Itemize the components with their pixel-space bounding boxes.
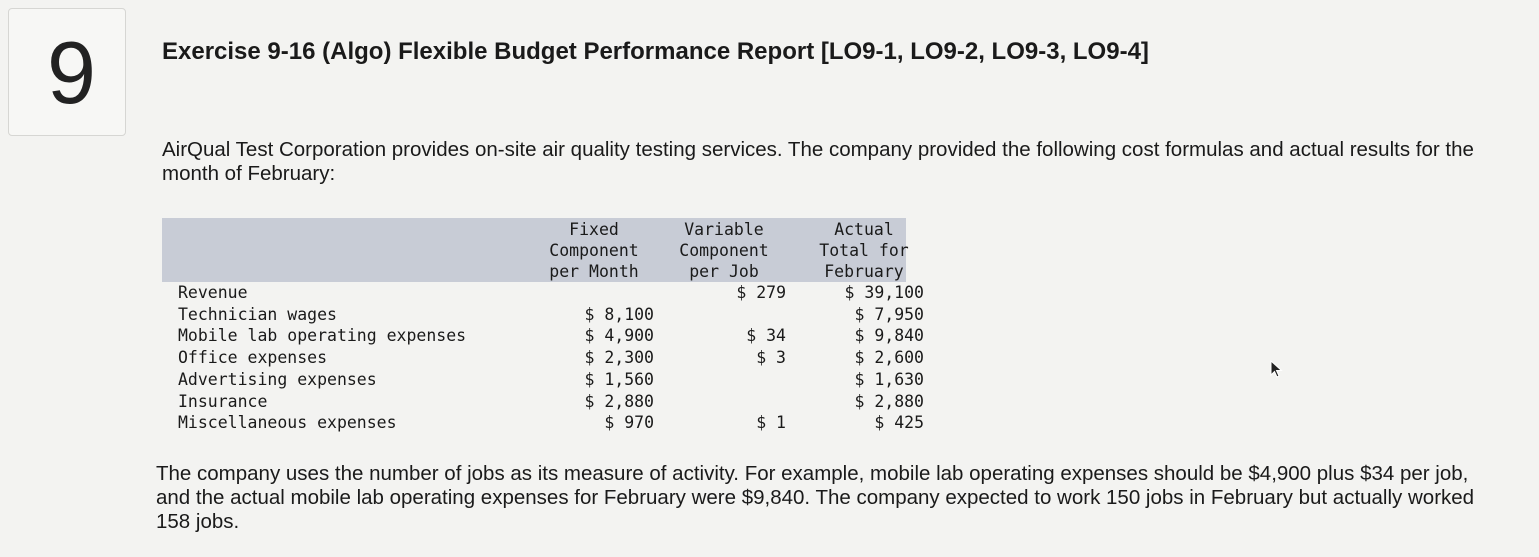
table-header-row bbox=[162, 218, 938, 282]
row-label: Mobile lab operating expenses bbox=[178, 326, 467, 346]
fixed-component-cell: $ 970 bbox=[604, 413, 654, 433]
fixed-component-cell: $ 2,880 bbox=[584, 391, 654, 411]
header-label-blank bbox=[162, 218, 530, 282]
fixed-component-cell: $ 2,300 bbox=[584, 348, 654, 368]
row-label: Revenue bbox=[178, 283, 248, 302]
row-label: Miscellaneous expenses bbox=[178, 413, 397, 433]
variable-component-cell bbox=[658, 369, 790, 391]
question-number: 9 bbox=[47, 23, 96, 122]
header-actual: Actual Total for February bbox=[819, 220, 909, 281]
fixed-component-cell: $ 8,100 bbox=[584, 304, 654, 324]
variable-component-cell: $ 1 bbox=[756, 413, 786, 433]
row-label: Advertising expenses bbox=[178, 369, 377, 389]
variable-component-cell: $ 279 bbox=[736, 283, 786, 302]
actual-total-cell: $ 39,100 bbox=[844, 283, 924, 302]
cost-formula-table-wrap bbox=[162, 218, 938, 434]
fixed-component-cell: $ 4,900 bbox=[584, 326, 654, 346]
fixed-component-cell: $ 1,560 bbox=[584, 369, 654, 389]
variable-component-cell: $ 3 bbox=[756, 348, 786, 368]
actual-total-cell: $ 2,880 bbox=[854, 391, 924, 411]
cost-formula-table bbox=[162, 218, 938, 434]
row-label: Insurance bbox=[178, 391, 268, 411]
intro-text: AirQual Test Corporation provides on-site air quality testing services. The company provided the following cost formulas and actual results for the month of February: bbox=[162, 138, 1474, 185]
actual-total-cell: $ 2,600 bbox=[854, 348, 924, 368]
actual-total-cell: $ 425 bbox=[874, 413, 924, 433]
variable-component-cell bbox=[658, 304, 790, 326]
table-row bbox=[162, 325, 938, 347]
table-row bbox=[162, 412, 938, 434]
header-fixed: Fixed Component per Month bbox=[549, 220, 639, 281]
actual-total-cell: $ 7,950 bbox=[854, 304, 924, 324]
row-label: Technician wages bbox=[178, 304, 337, 324]
table-row bbox=[162, 304, 938, 326]
table-row bbox=[162, 347, 938, 369]
actual-total-cell: $ 9,840 bbox=[854, 326, 924, 346]
table-row bbox=[162, 282, 938, 304]
variable-component-cell bbox=[658, 391, 790, 413]
row-label: Office expenses bbox=[178, 348, 328, 368]
fixed-component-cell bbox=[530, 282, 658, 304]
variable-component-cell: $ 34 bbox=[746, 326, 786, 346]
actual-total-cell: $ 1,630 bbox=[854, 369, 924, 389]
exercise-title: Exercise 9-16 (Algo) Flexible Budget Performance Report [LO9-1, LO9-2, LO9-3, LO9-4] bbox=[162, 38, 1149, 65]
activity-paragraph: The company uses the number of jobs as its measure of activity. For example, mobile lab operating expenses should be $4,900 plus $34 per job, and the actual mobile lab operating expenses for February were $9,840. The company expected to work 150 jobs in February but actually worked 158 jobs. bbox=[156, 462, 1475, 533]
header-variable: Variable Component per Job bbox=[679, 220, 769, 281]
table-row bbox=[162, 391, 938, 413]
table-row bbox=[162, 369, 938, 391]
question-number-box bbox=[8, 8, 126, 136]
mouse-pointer-icon bbox=[1270, 360, 1284, 378]
